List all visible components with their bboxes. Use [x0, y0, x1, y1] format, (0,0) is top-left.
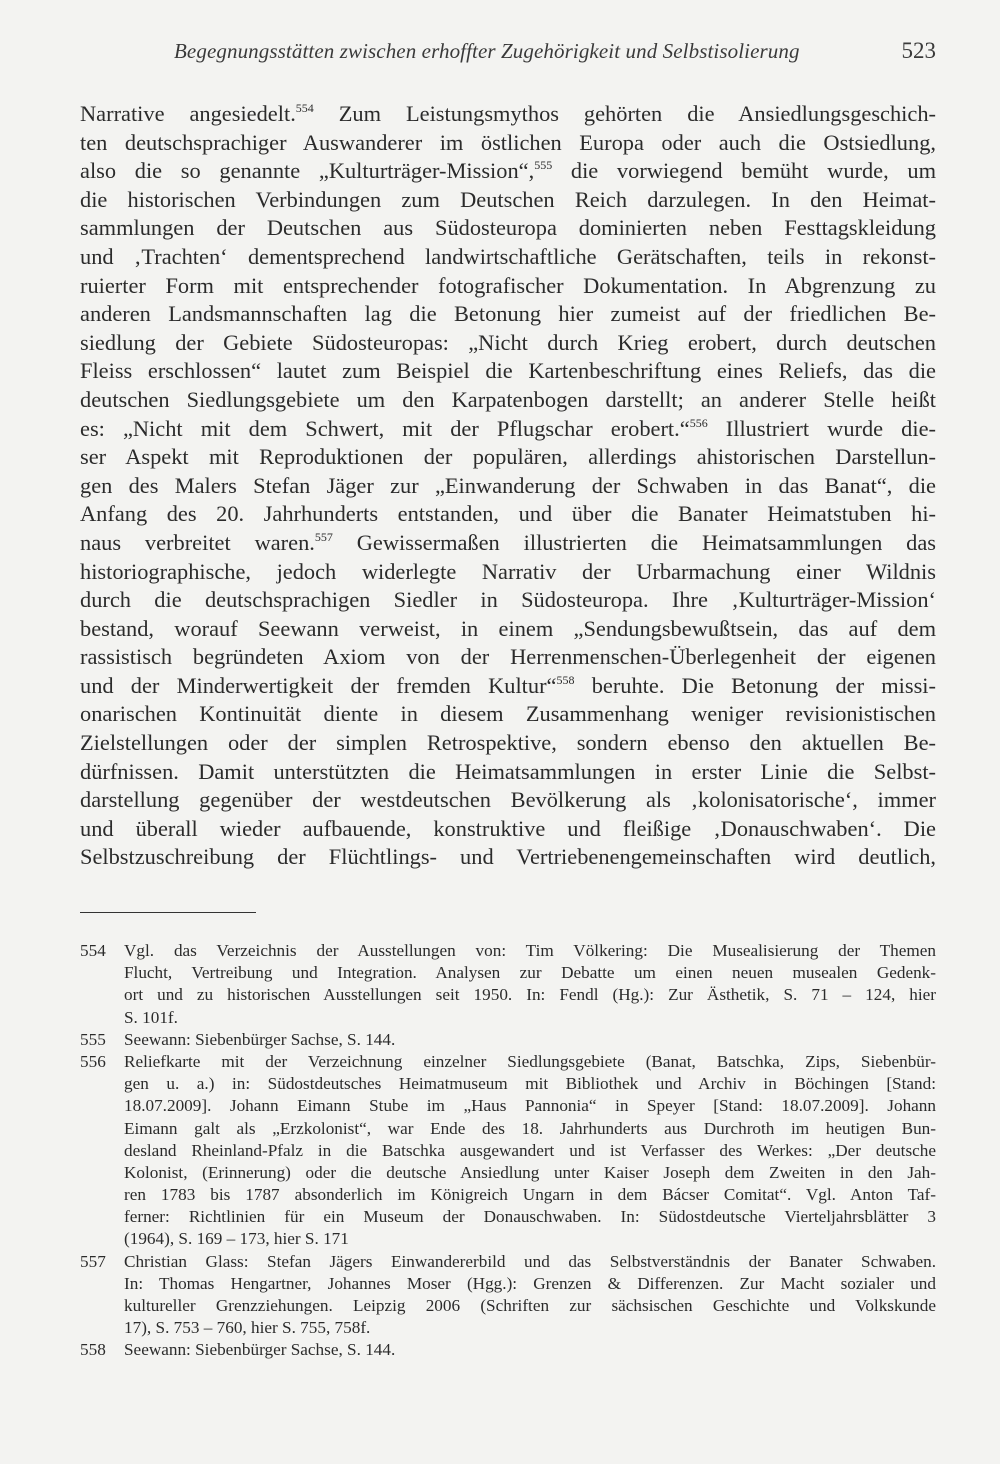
footnote-line: 18.07.2009]. Johann Eimann Stube im „Haus Pannonia“ in Speyer [Stand: 18.07.2009]. Johann — [124, 1096, 936, 1116]
text-segment: dürfnissen. Damit unterstützten die Heimatsammlungen in erster Linie die Selbst- — [80, 758, 936, 784]
footnote — [80, 1051, 936, 1251]
text-segment: historiographische, jedoch widerlegte Narrativ der Urbarmachung einer Wildnis — [80, 558, 936, 584]
text-segment: und der Minderwertigkeit der fremden Kultur“ — [80, 672, 557, 698]
text-segment: gen des Malers Stefan Jäger zur „Einwanderung der Schwaben in das Banat“, die — [80, 472, 936, 498]
text-segment: und überall wieder aufbauende, konstruktive und fleißige ‚Donauschwaben‘. Die — [80, 815, 936, 841]
text-segment: Zum Leistungsmythos gehörten die Ansiedlungsgeschich- — [313, 101, 936, 126]
text-line — [80, 243, 936, 272]
footnote — [80, 1029, 936, 1051]
text-line — [80, 157, 936, 186]
footnote-line: kultureller Grenzziehungen. Leipzig 2006 (Schriften zur sächsischen Geschichte und Volkskunde — [124, 1296, 936, 1316]
footnote-line: desland Rheinland-Pfalz in die Batschka ausgewandert und ist Verfasser des Werkes: „Der deutsche — [124, 1140, 936, 1160]
text-segment: beruhte. Die Betonung der missi- — [574, 672, 936, 698]
text-segment: sammlungen der Deutschen aus Südosteuropa dominierten neben Festtagskleidung — [80, 215, 936, 241]
text-segment: darstellung gegenüber der westdeutschen Bevölkerung als ‚kolonisatorische‘, immer — [80, 787, 936, 813]
text-line — [80, 386, 936, 415]
text-segment: Narrative angesiedelt. — [80, 101, 296, 126]
footnote-reference: 557 — [314, 529, 333, 544]
text-line — [80, 415, 936, 444]
page-number: 523 — [901, 38, 936, 63]
text-line — [80, 529, 936, 558]
footnote-text — [124, 1251, 936, 1340]
text-segment: ruierter Form mit entsprechender fotografischer Dokumentation. In Abgrenzung zu — [80, 272, 936, 298]
footnote-reference: 556 — [689, 415, 708, 430]
text-segment: deutschen Siedlungsgebiete um den Karpatenbogen darstellt; an anderer Stelle heißt — [80, 386, 936, 412]
text-segment: und ‚Trachten‘ dementsprechend landwirtschaftliche Gerätschaften, teils in rekonst- — [80, 243, 936, 269]
footnote-number: 554 — [80, 941, 106, 960]
text-segment: also die so genannte „Kulturträger-Mission“, — [80, 158, 535, 184]
footnote-line: Flucht, Vertreibung und Integration. Analysen zur Debatte um einen neuen musealen Gedenk- — [124, 963, 936, 983]
footnote-number: 558 — [80, 1340, 106, 1360]
page-header — [80, 38, 936, 74]
footnote-line: Eimann galt als „Erzkolonist“, war Ende des 18. Jahrhunderts aus Durchroth im heutigen Bun- — [124, 1118, 936, 1138]
footnote-text — [124, 1339, 936, 1361]
text-segment: die vorwiegend bemüht wurde, um — [552, 158, 936, 184]
text-line — [80, 100, 936, 129]
footnote-line: S. 101f. — [124, 1007, 178, 1027]
text-line — [80, 214, 936, 243]
text-line — [80, 500, 936, 529]
text-line — [80, 472, 936, 501]
footnotes — [80, 940, 936, 1362]
footnote-line: Seewann: Siebenbürger Sachse, S. 144. — [124, 1340, 396, 1360]
footnote-number: 555 — [80, 1029, 106, 1049]
text-line — [80, 443, 936, 472]
main-text — [80, 100, 936, 872]
text-segment: siedlung der Gebiete Südosteuropas: „Nicht durch Krieg erobert, durch deutschen — [80, 329, 936, 355]
text-segment: es: „Nicht mit dem Schwert, mit der Pflugschar erobert.“ — [80, 415, 690, 441]
footnote-text — [124, 1029, 936, 1051]
footnote — [80, 940, 936, 1029]
footnote-number: 556 — [80, 1051, 106, 1071]
text-segment: die historischen Verbindungen zum Deutschen Reich darzulegen. In den Heimat- — [80, 186, 936, 212]
footnote-line: 17), S. 753 – 760, hier S. 755, 758f. — [124, 1318, 371, 1338]
text-line — [80, 672, 936, 701]
text-segment: Anfang des 20. Jahrhunderts entstanden, und über die Banater Heimatstuben hi- — [80, 501, 936, 527]
text-segment: onarischen Kontinuität diente in diesem Zusammenhang weniger revisionistischen — [80, 701, 936, 727]
footnote-text — [124, 940, 936, 1029]
text-segment: Fleiss erschlossen“ lautet zum Beispiel die Kartenbeschriftung eines Reliefs, das die — [80, 358, 936, 384]
running-title: Begegnungsstätten zwischen erhoffter Zugehörigkeit und Selbstisolierung — [174, 39, 800, 63]
text-segment: Illustriert wurde die- — [707, 415, 936, 441]
footnote-number: 557 — [80, 1251, 106, 1271]
text-segment: durch die deutschsprachigen Siedler in Südosteuropa. Ihre ‚Kulturträger-Mission‘ — [80, 587, 936, 613]
footnote-line: Reliefkarte mit der Verzeichnung einzelner Siedlungsgebiete (Banat, Batschka, Zips, Siebenbür- — [124, 1051, 936, 1071]
footnote-line: ferner: Richtlinien für ein Museum der Donauschwaben. In: Südostdeutsche Vierteljahrsblätter 3 — [124, 1207, 936, 1227]
footnote-line: ort und zu historischen Ausstellungen seit 1950. In: Fendl (Hg.): Zur Ästhetik, S. 71 – 124, hier — [124, 985, 936, 1005]
text-segment: Zielstellungen oder der simplen Retrospektive, sondern ebenso den aktuellen Be- — [80, 730, 936, 756]
text-line — [80, 272, 936, 301]
text-line — [80, 357, 936, 386]
footnote-line: Christian Glass: Stefan Jägers Einwandererbild und das Selbstverständnis der Banater Schwaben. — [124, 1251, 936, 1271]
footnote-line: gen u. a.) in: Südostdeutsches Heimatmuseum mit Bibliothek und Archiv in Böchingen [Stand: — [124, 1074, 936, 1094]
footnote-reference: 558 — [556, 672, 575, 687]
text-line — [80, 843, 936, 872]
footnote-line: Vgl. das Verzeichnis der Ausstellungen von: Tim Völkering: Die Musealisierung der Themen — [124, 941, 936, 960]
footnote-line: In: Thomas Hengartner, Johannes Moser (Hgg.): Grenzen & Differenzen. Zur Macht sozialer und — [124, 1273, 936, 1293]
text-line — [80, 815, 936, 844]
text-line — [80, 558, 936, 587]
footnote-reference: 555 — [534, 158, 553, 173]
text-line — [80, 329, 936, 358]
text-line — [80, 700, 936, 729]
text-line — [80, 300, 936, 329]
text-line — [80, 186, 936, 215]
text-line — [80, 758, 936, 787]
footnote-separator — [80, 912, 256, 913]
text-segment: Gewissermaßen illustrierten die Heimatsammlungen das — [332, 529, 936, 555]
footnote-line: ren 1783 bis 1787 absonderlich im Königreich Ungarn in dem Bácser Comitat“. Vgl. Anton Taf- — [124, 1185, 936, 1205]
footnote-line: Seewann: Siebenbürger Sachse, S. 144. — [124, 1029, 396, 1049]
text-segment: ten deutschsprachiger Auswanderer im östlichen Europa oder auch die Ostsiedlung, — [80, 129, 936, 155]
text-line — [80, 643, 936, 672]
text-line — [80, 129, 936, 158]
text-line — [80, 729, 936, 758]
footnote — [80, 1251, 936, 1340]
footnote-line: Kolonist, (Erinnerung) oder die deutsche Ansiedlung unter Kaiser Joseph dem Zweiten in den Jah- — [124, 1162, 936, 1182]
footnote-reference: 554 — [295, 101, 314, 115]
text-segment: rassistisch begründeten Axiom von der Herrenmenschen-Überlegenheit der eigenen — [80, 644, 936, 670]
text-segment: bestand, worauf Seewann verweist, in einem „Sendungsbewußtsein, das auf dem — [80, 615, 936, 641]
text-segment: anderen Landsmannschaften lag die Betonung hier zumeist auf der friedlichen Be- — [80, 301, 936, 327]
footnote-line: (1964), S. 169 – 173, hier S. 171 — [124, 1229, 349, 1249]
text-line — [80, 615, 936, 644]
text-line — [80, 586, 936, 615]
footnote — [80, 1339, 936, 1361]
text-line — [80, 786, 936, 815]
text-segment: naus verbreitet waren. — [80, 529, 315, 555]
book-page — [80, 0, 936, 1464]
text-segment: Selbstzuschreibung der Flüchtlings- und Vertriebenengemeinschaften wird deutlich, — [80, 844, 936, 870]
text-segment: ser Aspekt mit Reproduktionen der populären, allerdings ahistorischen Darstellun- — [80, 444, 936, 470]
footnote-text — [124, 1051, 936, 1251]
